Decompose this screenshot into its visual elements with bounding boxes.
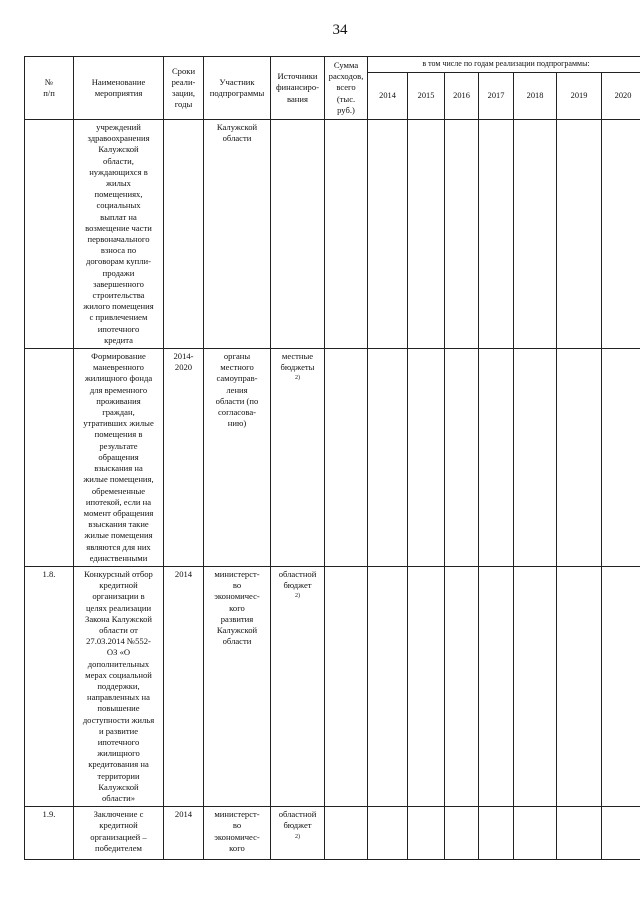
row-participant: министерст- во экономичес- кого: [204, 807, 271, 860]
header-participant: Участник подпрограммы: [204, 57, 271, 120]
footnote-marker: 2): [295, 375, 300, 382]
row-activity-name: Конкурсный отбор кредитной организации в целях реализации Закона Калужской области от 27.03.2014 №552- ОЗ «О дополнительных мерах социальной поддержки, направленных на повышение доступности жилья и развитие ипотечного жилищного кредитования на территории Калужской области»: [74, 566, 164, 806]
subprogram-activities-table: [24, 56, 640, 860]
header-num: № п/п: [25, 57, 74, 120]
row-activity-name: Заключение с кредитной организацией – победителем: [74, 807, 164, 860]
row-activity-name: учреждений здравоохранения Калужской области, нуждающихся в жилых помещениях, социальных выплат на возмещение части первоначального взноса по договорам купли- продажи завершенного строительства жилого помещения с привлечением ипотечного кредита: [74, 120, 164, 349]
row-num: [25, 120, 74, 349]
header-year-2019: 2019: [557, 73, 602, 120]
table-header-row: [25, 57, 640, 73]
row-activity-name: Формирование маневренного жилищного фонда для временного проживания граждан, утративших жилые помещения в результате обращения взыскания на жилые помещения, обремененные ипотекой, если на момент обращения взыскания такие жилые помещения являются для них единственными: [74, 349, 164, 567]
header-year-2016: 2016: [445, 73, 479, 120]
header-year-2014: 2014: [368, 73, 408, 120]
header-years-title: в том числе по годам реализации подпрограммы:: [368, 57, 640, 73]
row-num: 1.8.: [25, 566, 74, 806]
footnote-marker: 2): [295, 593, 300, 600]
row-source: местные бюджеты $^{2)}$: [271, 349, 325, 567]
table-row: [25, 807, 640, 860]
row-source: [271, 120, 325, 349]
page-number: 34: [332, 22, 348, 38]
row-source: областной бюджет $^{2)}$: [271, 566, 325, 806]
header-total: Сумма расходов, всего (тыс. руб.): [325, 57, 368, 120]
header-period: Сроки реали- зации, годы: [164, 57, 204, 120]
row-period: 2014: [164, 566, 204, 806]
row-num: [25, 349, 74, 567]
header-year-2018: 2018: [514, 73, 557, 120]
footnote-marker: 2): [295, 833, 300, 840]
row-period: 2014: [164, 807, 204, 860]
table-row: [25, 120, 640, 349]
header-year-2015: 2015: [408, 73, 445, 120]
row-participant: министерст- во экономичес- кого развития Калужской области: [204, 566, 271, 806]
table-row: [25, 349, 640, 567]
header-sources: Источники финансиро- вания: [271, 57, 325, 120]
row-participant: органы местного самоуправ- ления области (по согласова- нию): [204, 349, 271, 567]
row-num: 1.9.: [25, 807, 74, 860]
header-year-2020: 2020: [602, 73, 640, 120]
row-period: [164, 120, 204, 349]
table-row: [25, 566, 640, 806]
row-period: 2014- 2020: [164, 349, 204, 567]
header-year-2017: 2017: [479, 73, 514, 120]
header-name: Наименование мероприятия: [74, 57, 164, 120]
row-source: областной бюджет $^{2)}$: [271, 807, 325, 860]
row-participant: Калужской области: [204, 120, 271, 349]
